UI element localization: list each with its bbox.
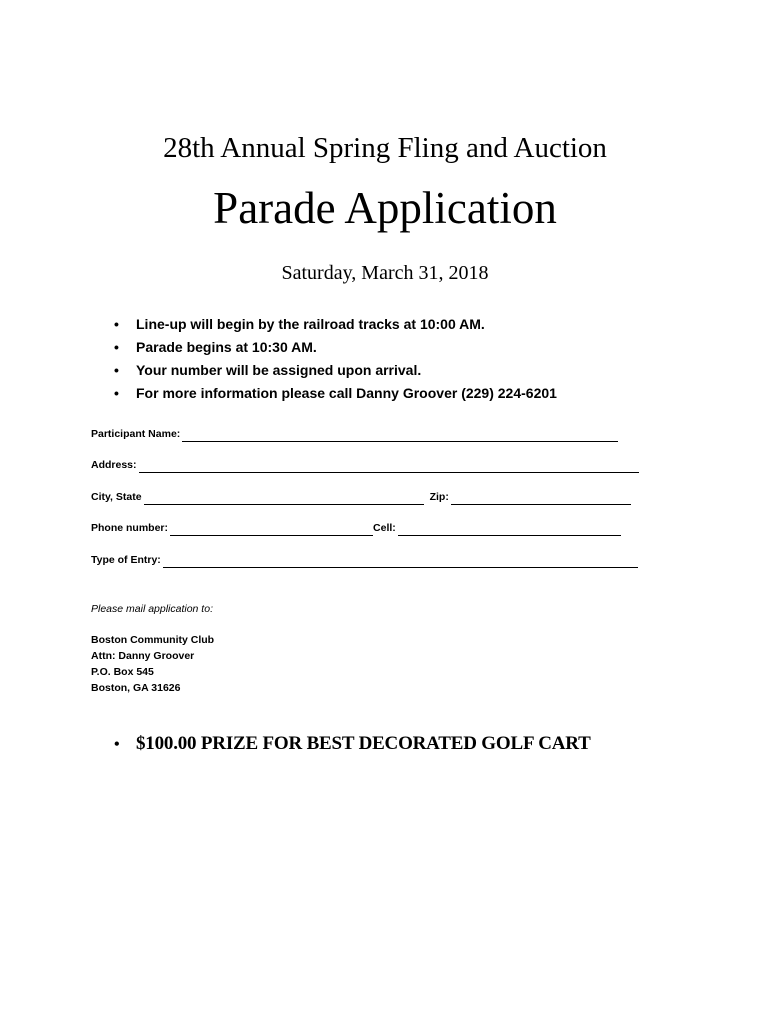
cell-field[interactable] <box>398 523 621 536</box>
entry-type-row <box>91 552 638 568</box>
info-bullet-text: Your number will be assigned upon arrival. <box>136 362 422 378</box>
cell-label: Cell: <box>373 522 396 534</box>
city-state-field[interactable] <box>144 492 424 505</box>
event-subtitle: 28th Annual Spring Fling and Auction <box>163 132 607 164</box>
city-state-zip-row <box>91 489 631 505</box>
participant-name-row <box>91 426 618 442</box>
bullet-icon: • <box>114 736 120 753</box>
address-line-box: P.O. Box 545 <box>91 666 154 678</box>
prize-text: $100.00 PRIZE FOR BEST DECORATED GOLF CART <box>136 733 591 754</box>
mailing-address <box>91 632 214 696</box>
bullet-icon: • <box>114 339 119 355</box>
info-bullet-contact <box>114 382 557 405</box>
page-title: Parade Application <box>213 183 557 233</box>
phone-row <box>91 520 621 536</box>
zip-label: Zip: <box>429 491 449 503</box>
info-bullet-parade-start <box>114 336 557 359</box>
participant-name-field[interactable] <box>182 429 618 442</box>
address-line-attn: Attn: Danny Groover <box>91 650 195 662</box>
address-field[interactable] <box>139 460 639 473</box>
entry-type-label: Type of Entry: <box>91 554 161 566</box>
city-state-label: City, State <box>91 491 142 503</box>
info-bullet-text: For more information please call Danny Groover (229) 224-6201 <box>136 385 557 401</box>
zip-field[interactable] <box>451 492 631 505</box>
bullet-icon: • <box>114 385 119 401</box>
address-line-org: Boston Community Club <box>91 634 215 646</box>
info-bullet-lineup <box>114 313 557 336</box>
bullet-icon: • <box>114 316 119 332</box>
info-bullet-text: Parade begins at 10:30 AM. <box>136 339 317 355</box>
address-line-city: Boston, GA 31626 <box>91 682 181 694</box>
address-label: Address: <box>91 459 137 471</box>
entry-type-field[interactable] <box>163 555 638 568</box>
info-bullet-number <box>114 359 557 382</box>
info-bullet-list <box>114 313 557 405</box>
participant-name-label: Participant Name: <box>91 428 181 440</box>
event-date: Saturday, March 31, 2018 <box>281 262 489 284</box>
phone-label: Phone number: <box>91 522 169 534</box>
info-bullet-text: Line-up will begin by the railroad tracks at 10:00 AM. <box>136 316 485 332</box>
address-row <box>91 457 639 473</box>
mail-instruction: Please mail application to: <box>91 603 213 615</box>
bullet-icon: • <box>114 362 119 378</box>
phone-field[interactable] <box>170 523 373 536</box>
prize-announcement <box>114 730 591 759</box>
